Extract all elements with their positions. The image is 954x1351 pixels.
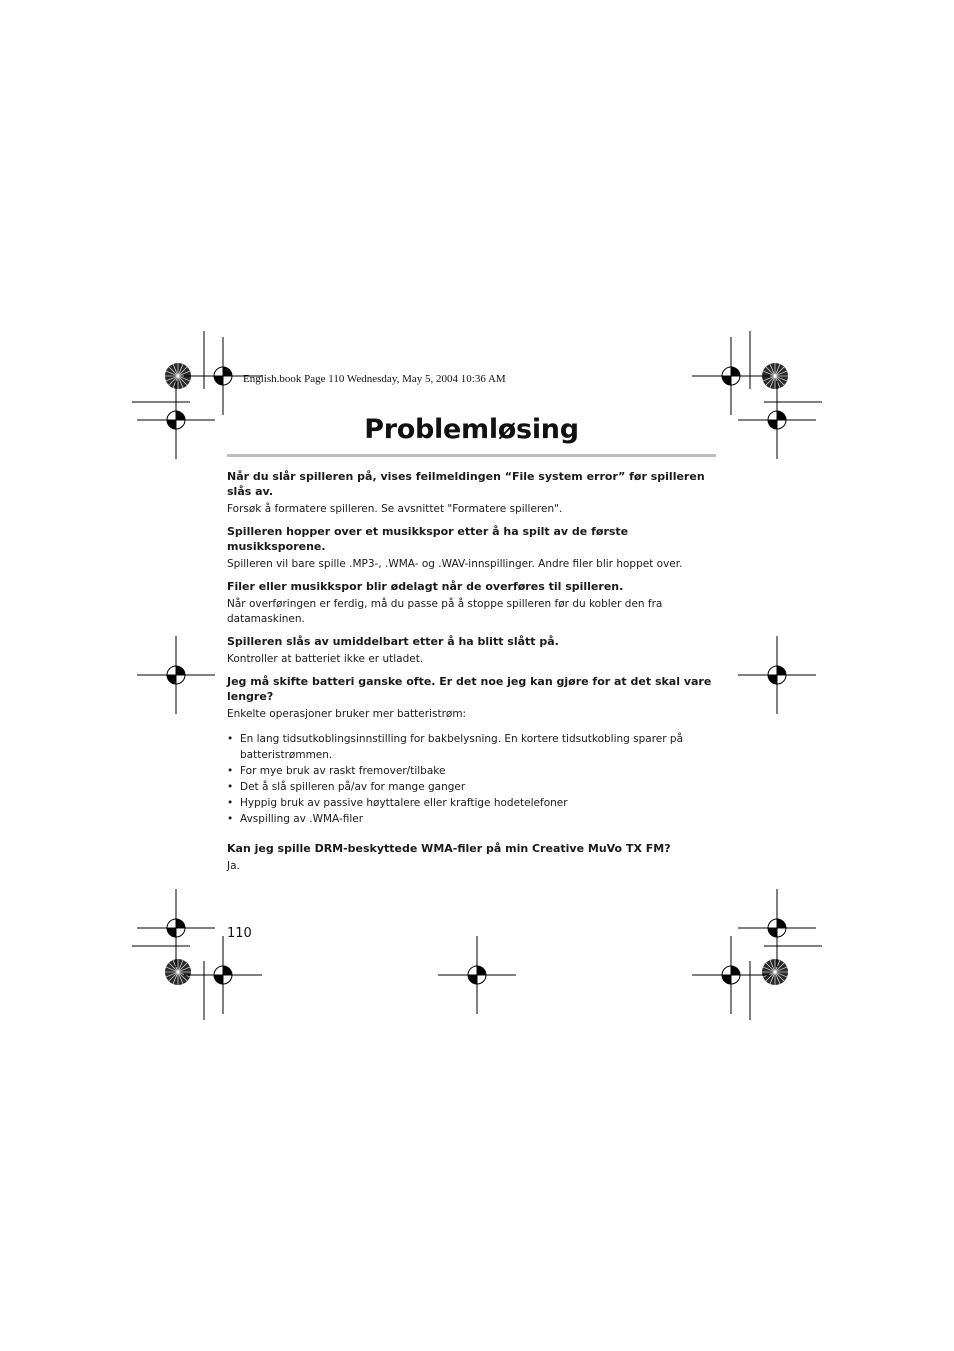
faq-question: Kan jeg spille DRM-beskyttede WMA-filer på min Creative MuVo TX FM? bbox=[227, 842, 671, 855]
bullet-glyph: • bbox=[227, 813, 234, 825]
bullet-glyph: • bbox=[227, 781, 234, 793]
page-title: Problemløsing bbox=[364, 414, 579, 445]
faq-answer: Kontroller at batteriet ikke er utladet. bbox=[227, 653, 424, 665]
faq-item bbox=[227, 579, 716, 627]
bullet-glyph: • bbox=[227, 797, 234, 809]
faq-answer: Spilleren vil bare spille .MP3-, .WMA- og .WAV-innspillinger. Andre filer blir hoppet over. bbox=[227, 558, 683, 570]
faq-item bbox=[227, 841, 716, 874]
faq-item bbox=[227, 524, 716, 572]
list-item bbox=[227, 811, 716, 827]
faq-answer: Enkelte operasjoner bruker mer batteristrøm: bbox=[227, 708, 467, 720]
list-item-text: Det å slå spilleren på/av for mange ganger bbox=[240, 781, 466, 793]
bullet-glyph: • bbox=[227, 733, 234, 745]
list-item-text: Hyppig bruk av passive høyttalere eller kraftige hodetelefoner bbox=[240, 797, 568, 809]
list-item bbox=[227, 795, 716, 811]
list-item bbox=[227, 779, 716, 795]
title-underline bbox=[227, 454, 716, 457]
list-item-text: En lang tidsutkoblingsinnstilling for bakbelysning. En kortere tidsutkobling sparer på batteristrømmen. bbox=[240, 733, 684, 761]
page-number: 110 bbox=[227, 926, 252, 941]
faq-answer: Når overføringen er ferdig, må du passe på å stoppe spilleren før du kobler den fra datamaskinen. bbox=[227, 598, 663, 625]
print-info-line: English.book Page 110 Wednesday, May 5, 2004 10:36 AM bbox=[243, 373, 506, 385]
list-item bbox=[227, 763, 716, 779]
faq-question: Når du slår spilleren på, vises feilmeldingen “File system error” før spilleren slås av. bbox=[227, 470, 705, 498]
faq-item bbox=[227, 634, 716, 667]
battery-tips-list bbox=[227, 731, 716, 827]
faq-question: Spilleren hopper over et musikkspor etter å ha spilt av de første musikksporene. bbox=[227, 525, 629, 553]
faq-question: Jeg må skifte batteri ganske ofte. Er det noe jeg kan gjøre for at det skal vare lengre? bbox=[227, 675, 712, 703]
list-item-text: For mye bruk av raskt fremover/tilbake bbox=[240, 765, 446, 777]
faq-content bbox=[227, 469, 716, 881]
faq-item bbox=[227, 674, 716, 827]
bullet-glyph: • bbox=[227, 765, 234, 777]
faq-question: Spilleren slås av umiddelbart etter å ha blitt slått på. bbox=[227, 635, 559, 648]
faq-answer: Forsøk å formatere spilleren. Se avsnittet "Formatere spilleren". bbox=[227, 503, 563, 515]
faq-item bbox=[227, 469, 716, 517]
list-item bbox=[227, 731, 716, 763]
faq-question: Filer eller musikkspor blir ødelagt når de overføres til spilleren. bbox=[227, 580, 624, 593]
faq-answer: Ja. bbox=[227, 860, 240, 872]
list-item-text: Avspilling av .WMA-filer bbox=[240, 813, 364, 825]
